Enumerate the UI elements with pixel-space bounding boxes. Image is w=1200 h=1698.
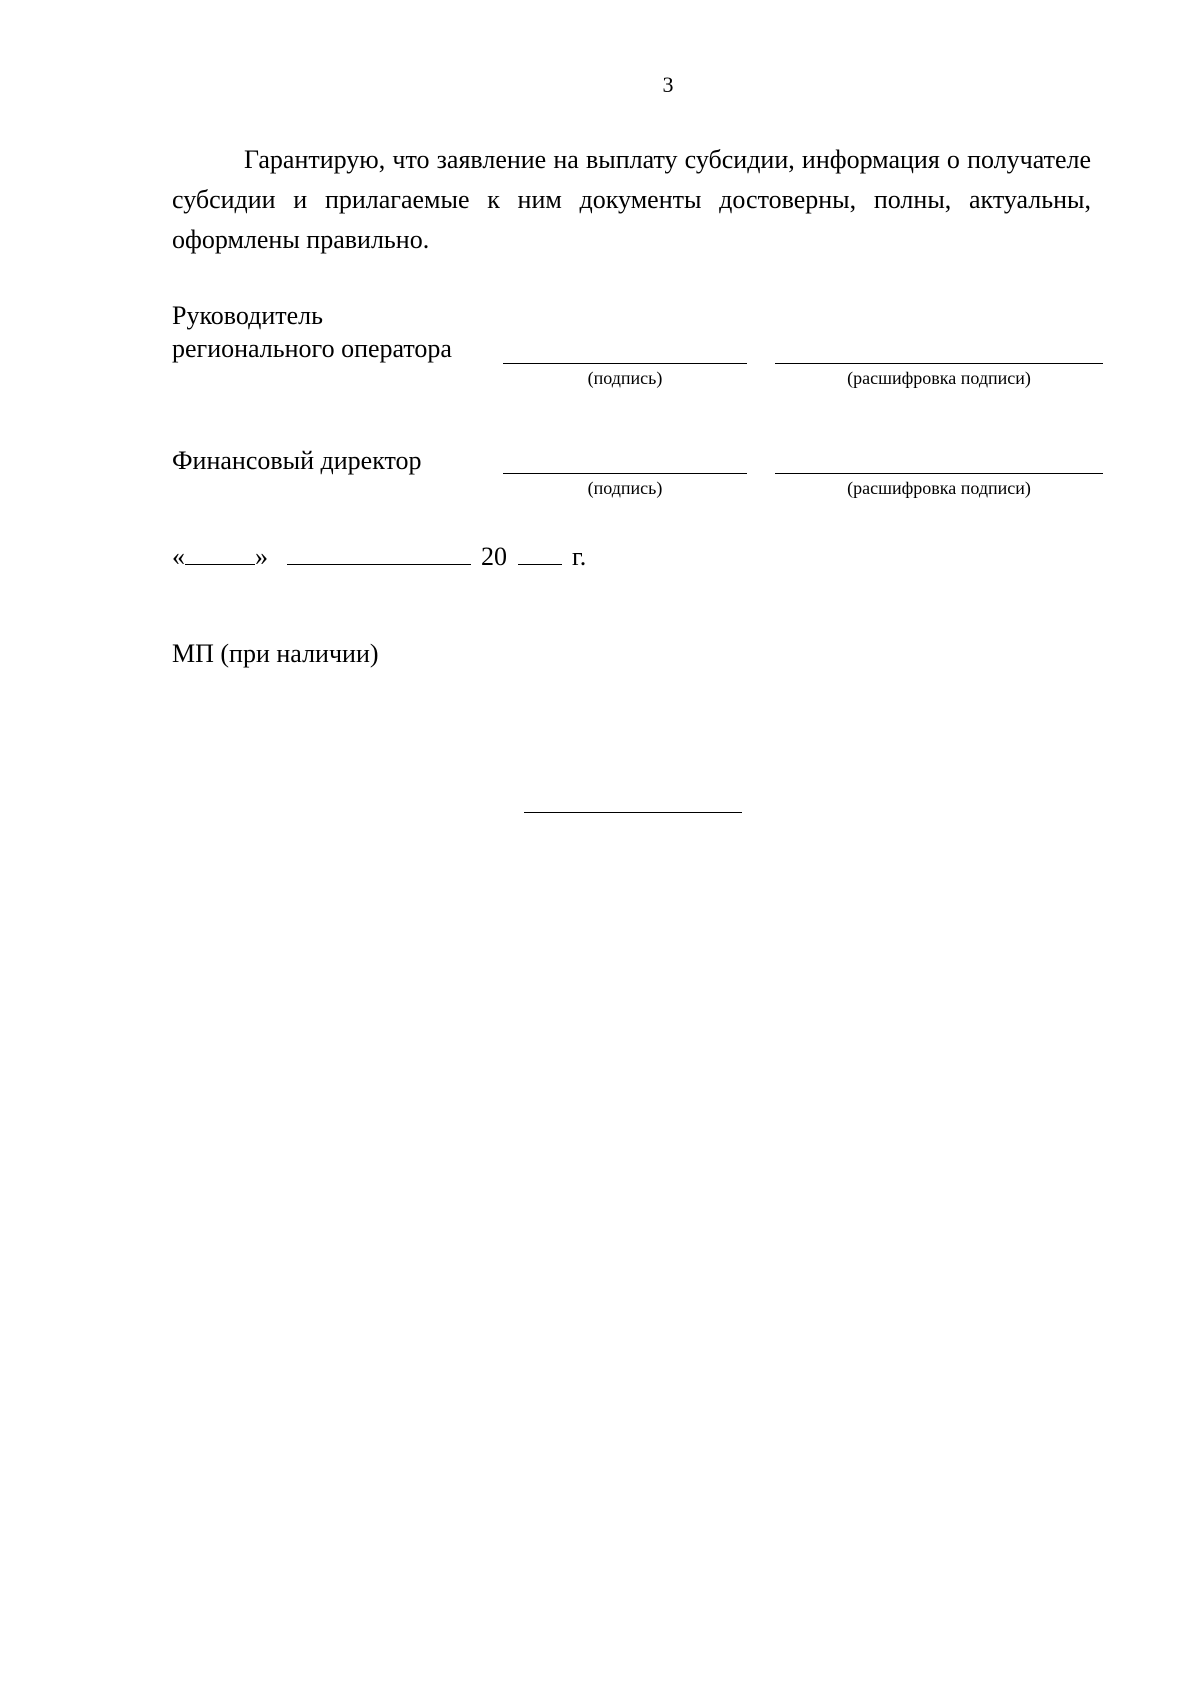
- date-line: [172, 540, 586, 573]
- finance-decoding-caption: (расшифровка подписи): [847, 478, 1031, 498]
- date-close-quote: »: [255, 542, 268, 571]
- date-month-blank[interactable]: [287, 540, 471, 565]
- date-day-blank[interactable]: [185, 540, 255, 565]
- head-title-line1: Руководитель: [172, 301, 323, 330]
- finance-signature-caption: (подпись): [587, 478, 663, 498]
- date-year-blank[interactable]: [518, 540, 562, 565]
- head-decoding-line[interactable]: [775, 363, 1103, 364]
- finance-decoding-line[interactable]: [775, 473, 1103, 474]
- head-signature-caption: (подпись): [587, 368, 663, 388]
- head-title-line2: регионального оператора: [172, 334, 452, 363]
- date-open-quote: «: [172, 542, 185, 571]
- stamp-note: МП (при наличии): [172, 639, 379, 668]
- date-year-suffix: г.: [572, 542, 587, 571]
- page-number: 3: [662, 72, 674, 97]
- head-decoding-caption: (расшифровка подписи): [847, 368, 1031, 388]
- finance-signature-line[interactable]: [503, 473, 747, 474]
- guarantee-paragraph: Гарантирую, что заявление на выплату субсидии, информация о получателе субсидии и прилагаемые к ним документы достоверны, полны, актуальны, оформлены правильно.: [172, 145, 1091, 254]
- date-century: 20: [481, 542, 507, 571]
- end-rule: [524, 812, 742, 813]
- finance-title: Финансовый директор: [172, 446, 422, 475]
- head-signature-line[interactable]: [503, 363, 747, 364]
